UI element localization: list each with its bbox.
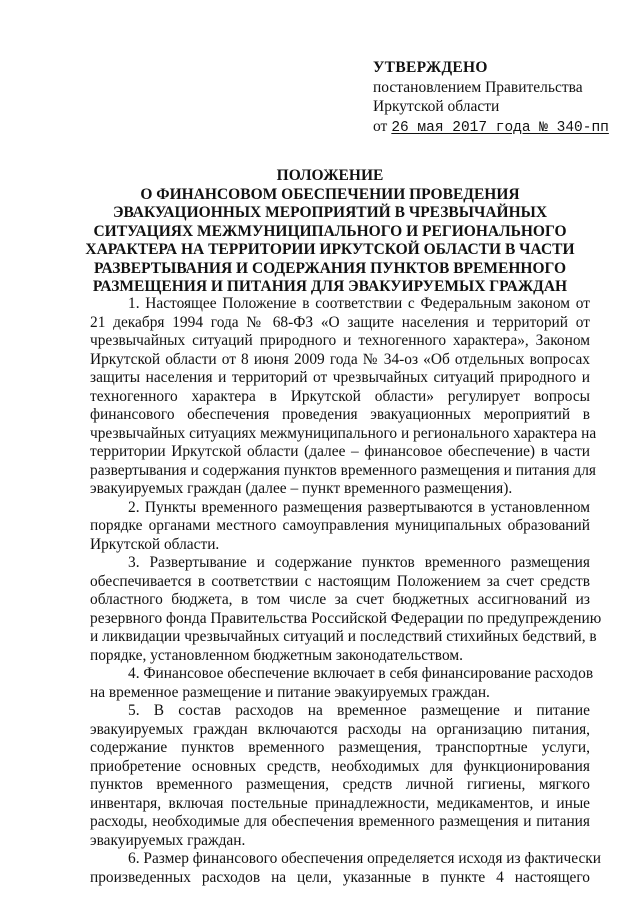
paragraph-line: содержание пунктов временного размещения, транспортные услуги,: [90, 739, 590, 756]
paragraph: [90, 850, 602, 887]
title-line: О ФИНАНСОВОМ ОБЕСПЕЧЕНИИ ПРОВЕДЕНИЯ: [140, 185, 520, 203]
approval-date-line: [373, 117, 633, 139]
paragraph-line: обеспечивается в соответствии с настоящим Положением за счет средств: [90, 572, 590, 590]
paragraph-line: 6. Размер финансового обеспечения определяется исходя из фактически: [128, 850, 602, 867]
paragraph-line: Иркутской области.: [90, 535, 220, 553]
paragraph-line: финансового обеспечения проведения эвакуационных мероприятий в: [90, 406, 590, 423]
approval-authority: постановлением Правительства: [373, 78, 583, 96]
document-body: [90, 295, 602, 887]
paragraph: [90, 702, 590, 850]
paragraph-line: защиты населения и территорий от чрезвычайных ситуаций природного и: [90, 369, 590, 386]
paragraph-line: порядке, установленном бюджетным законодательством.: [90, 646, 463, 664]
paragraph-line: чрезвычайных ситуациях межмуниципального и регионального характера на: [90, 424, 597, 442]
approval-block: [373, 58, 633, 138]
title-line: РАЗВЕРТЫВАНИЯ И СОДЕРЖАНИЯ ПУНКТОВ ВРЕМЕННОГО: [93, 259, 567, 277]
paragraph-line: эвакуируемых граждан.: [90, 831, 246, 849]
document-title: [60, 167, 600, 297]
paragraph-line: произведенных расходов на цели, указанные в пункте 4 настоящего: [90, 868, 590, 886]
paragraph-line: 2. Пункты временного размещения развертываются в установленном: [128, 498, 590, 516]
title-line: ПОЛОЖЕНИЕ: [276, 167, 384, 184]
paragraph-line: областного бюджета, в том числе за счет бюджетных ассигнований из: [90, 591, 590, 608]
paragraph-line: 4. Финансовое обеспечение включает в себя финансирование расходов: [128, 665, 594, 682]
paragraph-line: и ликвидации чрезвычайных ситуаций и последствий стихийных бедствий, в: [90, 628, 597, 645]
approval-date-value: 26 мая 2017 года № 340-пп: [391, 119, 609, 136]
paragraph-line: резервного фонда Правительства Российской Федерации по предупреждению: [90, 609, 602, 627]
approval-date-prefix: от: [373, 117, 388, 135]
paragraph-line: пунктов временного размещения, средств личной гигиены, мягкого: [90, 776, 590, 793]
title-line: ЭВАКУАЦИОННЫХ МЕРОПРИЯТИЙ В ЧРЕЗВЫЧАЙНЫХ: [112, 204, 548, 221]
paragraph-line: инвентаря, включая постельные принадлежности, медикаментов, и иные: [90, 794, 590, 812]
title-line: ХАРАКТЕРА НА ТЕРРИТОРИИ ИРКУТСКОЙ ОБЛАСТИ В ЧАСТИ: [85, 241, 575, 258]
approval-stamp: УТВЕРЖДЕНО: [373, 59, 488, 76]
paragraph-line: Иркутской области от 8 июня 2009 года № 34-оз «Об отдельных вопросах: [90, 350, 590, 368]
paragraph-line: 1. Настоящее Положение в соответствии с Федеральным законом от: [128, 295, 590, 312]
paragraph-line: 5. В состав расходов на временное размещение и питание: [128, 702, 590, 719]
paragraph-line: техногенного характера в Иркутской области» регулирует вопросы: [90, 387, 590, 405]
paragraph-line: расходы, необходимые для обеспечения временного размещения и питания: [90, 813, 590, 830]
paragraph: [90, 554, 602, 665]
paragraph-line: эвакуируемых граждан включаются расходы на организацию питания,: [90, 720, 590, 738]
paragraph-line: 3. Развертывание и содержание пунктов временного размещения: [128, 554, 590, 571]
paragraph-line: чрезвычайных ситуаций природного и техногенного характера», Законом: [90, 332, 590, 349]
title-line: СИТУАЦИЯХ МЕЖМУНИЦИПАЛЬНОГО И РЕГИОНАЛЬНОГО: [93, 222, 567, 240]
paragraph: [90, 499, 590, 555]
paragraph-line: 21 декабря 1994 года № 68-ФЗ «О защите населения и территорий от: [90, 313, 590, 331]
approval-region: Иркутской области: [373, 98, 500, 115]
paragraph-line: приобретение основных средств, необходимых для функционирования: [90, 757, 590, 775]
paragraph-line: порядке органами местного самоуправления муниципальных образований: [90, 517, 590, 534]
paragraph-line: территории Иркутской области (далее – финансовое обеспечение) в части: [90, 443, 590, 460]
paragraph-line: развертывания и содержания пунктов временного размещения и питания для: [90, 461, 596, 479]
paragraph: [90, 665, 594, 702]
paragraph-line: эвакуируемых граждан (далее – пункт временного размещения).: [90, 480, 513, 497]
paragraph: [90, 295, 597, 499]
title-line: РАЗМЕЩЕНИЯ И ПИТАНИЯ ДЛЯ ЭВАКУИРУЕМЫХ ГРАЖДАН: [92, 278, 568, 295]
paragraph-line: на временное размещение и питание эвакуируемых граждан.: [90, 683, 490, 701]
